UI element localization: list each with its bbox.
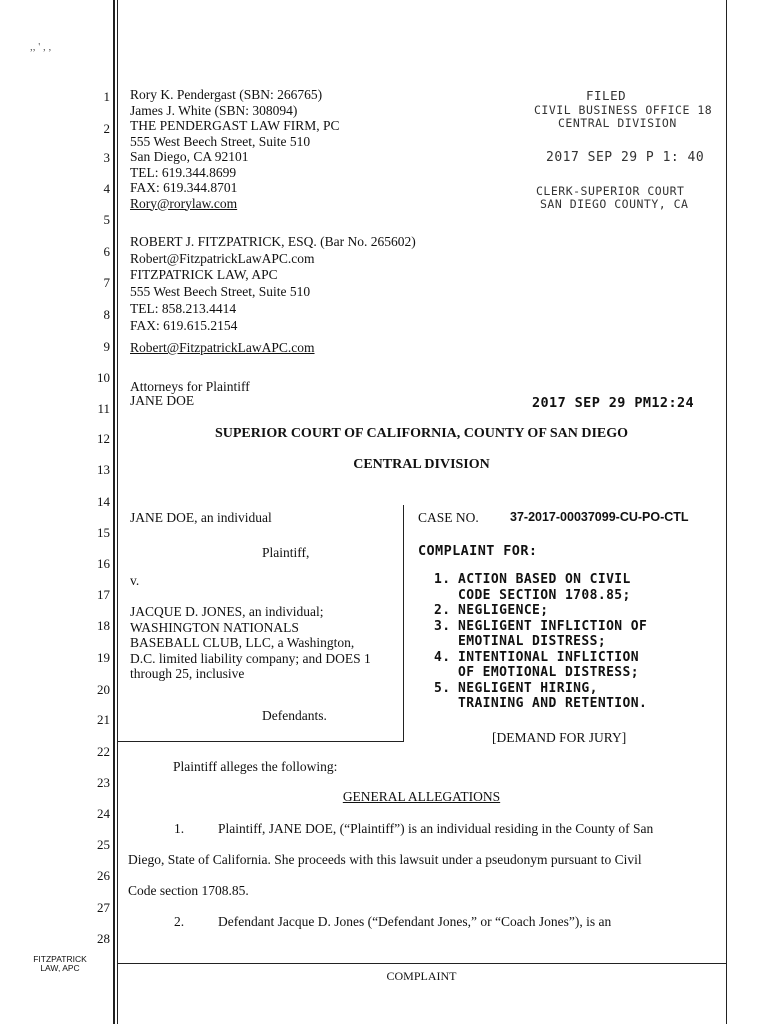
- line-number: 8: [103, 307, 110, 322]
- attorney-line: Rory K. Pendergast (SBN: 266765): [130, 87, 323, 102]
- para1-line1: Plaintiff, JANE DOE, (“Plaintiff”) is an individual residing in the County of San: [218, 821, 654, 836]
- cause-number: 1.: [434, 572, 451, 587]
- defendant-line: BASEBALL CLUB, LLC, a Washington,: [130, 635, 355, 650]
- cause-line: NEGLIGENT HIRING,: [458, 680, 598, 696]
- line-number: 11: [97, 401, 110, 416]
- cause-line: EMOTINAL DISTRESS;: [458, 634, 607, 649]
- attorney-line: Robert@FitzpatrickLawAPC.com: [130, 340, 315, 355]
- defendant-line: JACQUE D. JONES, an individual;: [130, 604, 324, 619]
- line-number: 25: [97, 837, 110, 852]
- cause-line: NEGLIGENT INFLICTION OF: [458, 618, 648, 634]
- defendants-label: Defendants.: [262, 708, 327, 723]
- stamp-division: CENTRAL DIVISION: [558, 116, 677, 130]
- line-number: 14: [97, 494, 110, 509]
- stamp-filed: FILED: [586, 88, 627, 103]
- para1-line3: Code section 1708.85.: [128, 883, 249, 898]
- line-number: 5: [103, 212, 110, 227]
- cause-line: CODE SECTION 1708.85;: [458, 587, 631, 603]
- footer-rule: [117, 963, 726, 964]
- line-number: 18: [97, 618, 110, 633]
- line-number: 26: [97, 868, 110, 883]
- cause-line: OF EMOTIONAL DISTRESS;: [458, 665, 639, 680]
- received-stamp: 2017 SEP 29 PM12:24: [532, 395, 695, 411]
- defendant-line: WASHINGTON NATIONALS: [130, 619, 299, 635]
- margin-marks: ,, ' , ,: [30, 41, 52, 53]
- line-number: 23: [97, 775, 110, 790]
- attorney-line: FITZPATRICK LAW, APC: [130, 267, 278, 282]
- court-title: SUPERIOR COURT OF CALIFORNIA, COUNTY OF SAN DIEGO: [214, 426, 629, 441]
- line-number: 17: [97, 587, 110, 602]
- cause-line: ACTION BASED ON CIVIL: [458, 572, 631, 587]
- cause-line: NEGLIGENCE;: [458, 603, 549, 618]
- cause-number: 2.: [434, 603, 451, 618]
- cause-line: TRAINING AND RETENTION.: [458, 696, 648, 711]
- attorney-line: Rory@rorylaw.com: [130, 195, 238, 211]
- right-margin-rule: [726, 0, 727, 1024]
- attorney-line: San Diego, CA 92101: [130, 149, 249, 164]
- line-number: 2: [103, 121, 110, 136]
- plaintiff-label: Plaintiff,: [262, 545, 310, 560]
- line-number: 4: [103, 181, 110, 196]
- complaint-for-heading: COMPLAINT FOR:: [418, 543, 538, 559]
- line-number: 9: [103, 339, 110, 354]
- line-number: 16: [97, 556, 110, 571]
- cause-number: 3.: [434, 618, 451, 634]
- left-margin-rule-outer: [113, 0, 115, 1024]
- line-number: 28: [97, 931, 110, 946]
- line-number: 20: [97, 682, 110, 697]
- para2-line1: Defendant Jacque D. Jones (“Defendant Jones,” or “Coach Jones”), is an: [218, 914, 612, 929]
- line-number: 3: [103, 150, 110, 165]
- line-number: 1: [103, 89, 110, 104]
- line-number: 12: [97, 431, 110, 446]
- jury-demand: [DEMAND FOR JURY]: [492, 730, 627, 745]
- plaintiff-name: JANE DOE, an individual: [130, 510, 272, 525]
- attorney-line: 555 West Beech Street, Suite 510: [130, 284, 311, 299]
- attorney-line: FAX: 619.615.2154: [130, 318, 238, 333]
- stamp-clerk: CLERK-SUPERIOR COURT: [536, 184, 685, 198]
- case-no-label: CASE NO.: [418, 510, 479, 525]
- line-number: 13: [97, 462, 110, 477]
- defendant-line: through 25, inclusive: [130, 666, 245, 681]
- footer-firm: [20, 955, 100, 973]
- caption-vertical-rule: [403, 505, 404, 741]
- attorneys-for-label: Attorneys for Plaintiff: [130, 379, 250, 394]
- cause-number: 5.: [434, 680, 451, 696]
- defendant-line: D.C. limited liability company; and DOES 1: [130, 650, 371, 666]
- stamp-office: CIVIL BUSINESS OFFICE 18: [534, 103, 713, 117]
- attorney-line: ROBERT J. FITZPATRICK, ESQ. (Bar No. 265602): [130, 234, 416, 249]
- line-number: 7: [103, 275, 110, 290]
- cause-line: INTENTIONAL INFLICTION: [458, 649, 639, 665]
- line-number: 21: [97, 712, 110, 727]
- footer-firm-line2: LAW, APC: [40, 963, 80, 973]
- line-number: 22: [97, 744, 110, 759]
- footer-firm-line1: FITZPATRICK: [33, 954, 87, 964]
- attorney-line: FAX: 619.344.8701: [130, 180, 238, 195]
- attorney-line: TEL: 619.344.8699: [130, 164, 237, 180]
- stamp-datetime: 2017 SEP 29 P 1: 40: [546, 150, 705, 165]
- para2-number: 2.: [174, 914, 185, 929]
- attorney-line: 555 West Beech Street, Suite 510: [130, 133, 311, 149]
- attorney-line: James J. White (SBN: 308094): [130, 102, 298, 118]
- line-number: 6: [103, 244, 110, 259]
- line-number: 15: [97, 525, 110, 540]
- case-number: 37-2017-00037099-CU-PO-CTL: [510, 510, 689, 524]
- versus: v.: [130, 573, 140, 588]
- line-number: 24: [97, 806, 110, 821]
- line-number: 27: [97, 900, 110, 915]
- para1-number: 1.: [174, 821, 185, 836]
- attorney-line: Robert@FitzpatrickLawAPC.com: [130, 251, 315, 266]
- caption-bottom-rule: [117, 741, 404, 742]
- body-intro: Plaintiff alleges the following:: [173, 759, 338, 774]
- cause-number: 4.: [434, 649, 451, 665]
- left-margin-rule-inner: [117, 0, 118, 1024]
- attorneys-for-client: JANE DOE: [130, 393, 195, 408]
- attorney-line: THE PENDERGAST LAW FIRM, PC: [130, 118, 340, 133]
- stamp-county: SAN DIEGO COUNTY, CA: [540, 197, 689, 211]
- general-allegations-heading: GENERAL ALLEGATIONS: [342, 789, 501, 804]
- attorney-line: TEL: 858.213.4414: [130, 301, 237, 316]
- line-number: 10: [97, 370, 110, 385]
- division-title: CENTRAL DIVISION: [353, 457, 490, 472]
- footer-title: COMPLAINT: [386, 969, 457, 983]
- line-number: 19: [97, 650, 110, 665]
- para1-line2: Diego, State of California. She proceeds with this lawsuit under a pseudonym pursuant to Civil: [128, 852, 642, 867]
